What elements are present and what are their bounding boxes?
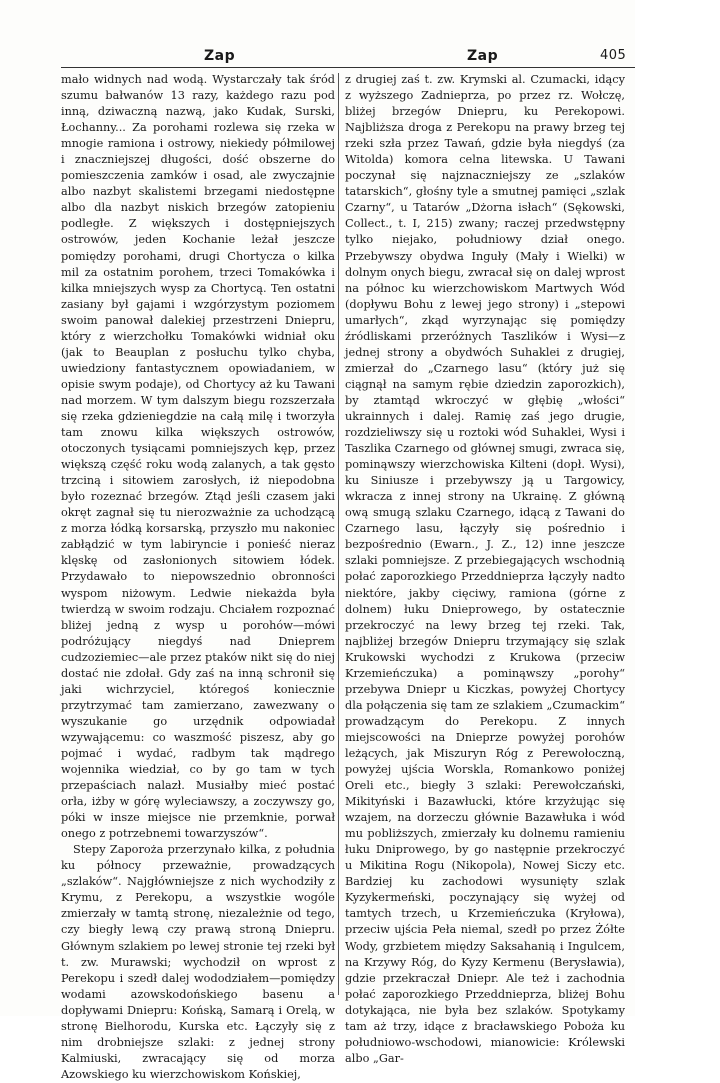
page-number: 405 (600, 48, 627, 63)
header-rule (61, 67, 635, 68)
running-head-right: Zap (467, 48, 499, 64)
running-head-left: Zap (204, 48, 236, 64)
page-margin (635, 0, 720, 1016)
right-paragraph-1: z drugiej zaś t. zw. Krymski al. Czumacki, idący z wyższego Zadnieprza, po przez rz. Wołczę, bliżej brzegów Dniepru, ku Perekopowi. Najbliższa droga z Perekopu na prawy brzeg tej rzeki szła przez Tawań, gdzie była niegdyś (za Witolda) komora celna litewska. U Tawani poczynał się najznaczniejszy ze „szlaków tatarskich“, głośny tyle a smutnej pamięci „szlak Czarny“, u Tatarów „Dżorna isłach“ (Sękowski, Collect., t. I, 215) zwany; raczej przedwstępny tylko niejako, południowy dział onego. Przebywszy obydwa Inguły (Mały i Wielki) w dolnym onych biegu, zwracał się on dalej wprost na północ ku wierzchowiskom Martwych Wód (dopływu Bohu z lewej jego strony) i „stepowi umarłych“, zkąd wyrzynając się pomiędzy źródliskami przeróżnych Taszlików i Wysi—z jednej strony a obydwóch Suhaklei z drugiej, zmierzał do „Czarnego lasu“ (który już się ciągnął na samym rębie dziedzin zaporozkich), by ztamtąd wkroczyć w głębię „włości“ ukrainnych i dalej. Ramię zaś jego drugie, rozdzieliwszy się u roztoki wód Suhaklei, Wysi i Taszlika Czarnego od głównej smugi, zwraca się, pominąwszy wierzchowiska Kilteni (dopł. Wysi), ku Siniusze i przebywszy ją u Targowicy, wkracza z innej strony na Ukrainę. Z główną ową smugą szlaku Czarnego, idącą z Tawani do Czarnego lasu, łączyły się pośrednio i bezpośrednio (Ewarn., J. Z., 12) inne jeszcze szlaki pomniejsze. Z przebiegających wschodnią połać zaporozkiego Przeddnieprza łączyły nadto niektóre, jakby cięciwy, ramiona (górne z dolnem) łuku Dnieprowego, by ostatecznie przekroczyć na lewy brzeg tej rzeki. Tak, najbliżej brzegów Dniepru trzymający się szlak Krukowski wychodzi z Krukowa (przeciw Krzemieńczuka) a pominąwszy „porohy“ przebywa Dniepr u Kiczkas, powyżej Chortycy dla połączenia się tam ze szlakiem „Czumackim“ prowadzącym do Perekopu. Z innych miejscowości na Dnieprze powyżej porohów leżących, jak Miszuryn Róg z Perewołoczną, powyżej ujścia Worskla, Romankowo poniżej Oreli etc., biegły 3 szlaki: Perewołczański, Mikityński i Bazawłucki, które krzyżując się wzajem, na dorzeczu głównie Bazawłuka i wód mu pobliższych, zmierzały ku dolnemu ramieniu łuku Dniprowego, by go następnie przekroczyć u Mikitina Rogu (Nikopola), Nowej Siczy etc. Bardziej ku zachodowi wysunięty szlak Kyzykermeński, poczynający się wyżej od tamtych trzech, u Krzemieńczuka (Kryłowa), przeciw ujścia Peła niemal, szedł po przez Żółte Wody, grzbietem między Saksahanią i Ingulcem, na Krzywy Róg, do Kyzy Kermenu (Berysławia), gdzie przekraczał Dniepr. Ale też i zachodnia połać zaporozkiego Przeddnieprza, bliżej Bohu dotykająca, nie była bez szlaków. Spotykamy tam aż trzy, idące z bracławskiego Poboża ku południowo-wschodowi, mianowicie: Królewski albo „Gar- (345, 73, 625, 1065)
left-paragraph-1: mało widnych nad wodą. Wystarczały tak śród szumu bałwanów 13 razy, każdego razu pod inną, dziwaczną nazwą, jako Kudak, Surski, Łochanny... Za porohami rozlewa się rzeka w mnogie ramiona i ostrowy, niekiedy półmilowej i znaczniejszej długości, dość obszerne do pomieszczenia zamków i osad, ale zwyczajnie albo nazbyt skalistemi brzegami niedostępne albo dla nazbyt niskich brzegów zatopieniu podległe. Z większych i dostępniejszych ostrowów, jeden Kochanie leżał jeszcze pomiędzy porohami, drugi Chortycza o kilka mil za ostatnim porohem, trzeci Tomakówka i kilka mniejszych wysp za Chortycą. Ten ostatni zasiany był gajami i wzgórzystym poziomem swoim panował dalekiej przestrzeni Dniepru, który z wierzchołku Tomakówki widniał oku (jak to Beauplan z posłuchu tylko chyba, uwiedziony fantastycznem opowiadaniem, w opisie swym podaje), od Chortycy aż ku Tawani nad morzem. W tym dalszym biegu rozszerzała się rzeka gdzieniegdzie na całą milę i tworzyła tam znowu kilka większych ostrowów, otoczonych tysiącami pomniejszych kęp, przez większą część roku wodą zalanych, a tak gęsto trzciną i sitowiem zarosłych, iż niepodobna było rozeznać brzegów. Ztąd jeśli czasem jaki okręt zagnał się tu nierozważnie za uchodzącą z morza łódką korsarską, przyszło mu nakoniec zabłądzić w tym labiryncie i ponieść nieraz klęskę od zasłonionych sitowiem łódek. Przydawało to niepowszednio obronności wyspom niżowym. Ledwie niekażda była twierdzą w swoim rodzaju. Chciałem rozpoznać bliżej jedną z wysp u porohów—mówi podróżujący niegdyś nad Dnieprem cudzoziemiec—ale przez ptaków nikt się do niej dostać nie zdołał. Gdy zaś na inną schronił się jaki wichrzyciel, któregoś koniecznie przytrzymać tam zamierzano, zawezwany o wyszukanie go urzędnik odpowiadał wzywającemu: co waszmość piszesz, aby go pojmać i wydać, radbym tak mądrego wojennika wiedział, co by go tam w tych przepaściach nalazł. Musiałby mieć postać orła, iżby w górę wyleciawszy, a zoczywszy go, póki w insze miejsce nie przemknie, porwał onego z potrzebnemi towarzyszów“. (61, 73, 335, 841)
left-paragraph-2: Stepy Zaporoża przerzynało kilka, z południa ku północy przeważnie, prowadzących „szlaków“. Najgłówniejsze z nich wychodziły z Krymu, z Perekopu, a wszystkie wogóle zmierzały w tamtą stronę, niezależnie od tego, czy biegły lewą czy prawą stroną Dniepru. Głównym szlakiem po lewej stronie tej rzeki był t. zw. Murawski; wychodził on wprost z Perekopu i szedł dalej wododziałem—pomiędzy wodami azowskodońskiego basenu a dopływami Dniepru: Końską, Samarą i Orelą, w stronę Bielhorodu, Kurska etc. Łączyły się z nim drobniejsze szlaki: z jednej strony Kalmiuski, zwracający się od morza Azowskiego ku wierzchowiskom Końskiej, (61, 843, 335, 1081)
right-column (345, 72, 625, 1067)
left-column (61, 72, 335, 1083)
column-divider (338, 73, 339, 995)
